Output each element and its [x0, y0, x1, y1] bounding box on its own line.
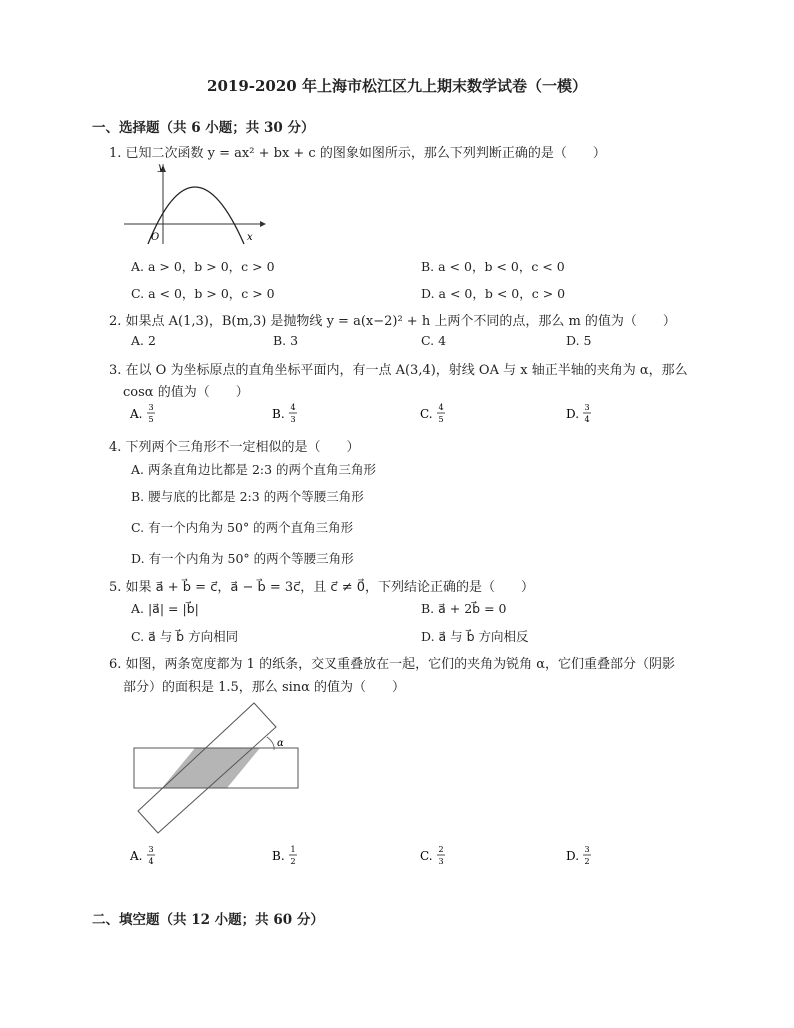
question-6-option-c[interactable]	[418, 842, 458, 870]
fraction-numerator: 2	[438, 845, 444, 854]
fraction-denominator: 3	[290, 415, 296, 424]
question-2-option-a[interactable]: A. 2	[131, 333, 156, 348]
fraction-numerator: 4	[290, 403, 296, 412]
question-4-option-c[interactable]: C. 有一个内角为 50° 的两个直角三角形	[131, 520, 354, 535]
question-3-option-c[interactable]	[418, 400, 458, 428]
x-axis-label: x	[247, 232, 253, 243]
question-2-option-c[interactable]: C. 4	[421, 333, 447, 348]
question-4-option-a[interactable]: A. 两条直角边比都是 2:3 的两个直角三角形	[131, 462, 377, 477]
question-1-option-d[interactable]: D. a < 0，b < 0，c > 0	[421, 286, 566, 301]
fraction-numerator: 1	[290, 845, 296, 854]
section-heading-fill-in: 二、填空题（共 12 小题；共 60 分）	[92, 912, 324, 928]
option-label: A.	[130, 849, 143, 863]
y-axis-label: y	[158, 162, 164, 173]
question-6-stem-line1: 6. 如图，两条宽度都为 1 的纸条，交叉重叠放在一起，它们的夹角为锐角 α，它们重叠部分（阴影	[109, 657, 675, 672]
question-6-option-b[interactable]	[270, 842, 310, 870]
question-5-option-d[interactable]: D. a⃗ 与 b⃗ 方向相反	[421, 629, 529, 644]
fraction-denominator: 2	[584, 857, 590, 866]
question-4-option-d[interactable]: D. 有一个内角为 50° 的两个等腰三角形	[131, 551, 354, 566]
angle-alpha-label: α	[277, 738, 284, 749]
question-4-stem: 4. 下列两个三角形不一定相似的是（ ）	[109, 440, 360, 455]
fraction-numerator: 3	[584, 403, 590, 412]
page-title: 2019-2020 年上海市松江区九上期末数学试卷（一模）	[207, 77, 587, 95]
question-6-option-a[interactable]	[128, 842, 168, 870]
option-label: B.	[272, 849, 285, 863]
x-axis-arrow	[260, 221, 266, 227]
parabola-curve	[148, 187, 244, 244]
question-3-option-b[interactable]	[270, 400, 310, 428]
option-label: C.	[420, 407, 433, 421]
question-6-stem-line2: 部分）的面积是 1.5，那么 sinα 的值为（ ）	[123, 680, 406, 695]
fraction-numerator: 3	[148, 845, 154, 854]
question-1-stem: 1. 已知二次函数 y = ax² + bx + c 的图象如图所示，那么下列判断正确的是（ ）	[109, 146, 606, 161]
question-5-option-a[interactable]: A. |a⃗| = |b⃗|	[131, 601, 199, 616]
question-6-paper-strips-figure	[130, 697, 305, 837]
question-5-stem: 5. 如果 a⃗ + b⃗ = c⃗，a⃗ − b⃗ = 3c⃗，且 c⃗ ≠ 0⃗，下列结论正确的是（ ）	[109, 580, 535, 595]
question-3-option-a[interactable]	[128, 400, 168, 428]
section-heading-choice: 一、选择题（共 6 小题；共 30 分）	[92, 120, 315, 136]
question-2-option-d[interactable]: D. 5	[566, 333, 592, 348]
fraction-denominator: 4	[584, 415, 590, 424]
fraction-numerator: 4	[438, 403, 444, 412]
origin-label: O	[151, 232, 160, 243]
question-3-stem-line2: cosα 的值为（ ）	[123, 385, 249, 400]
fraction-denominator: 5	[148, 415, 154, 424]
question-5-option-c[interactable]: C. a⃗ 与 b⃗ 方向相同	[131, 629, 239, 644]
question-1-option-c[interactable]: C. a < 0，b > 0，c > 0	[131, 286, 275, 301]
fraction-denominator: 4	[148, 857, 154, 866]
option-label: C.	[420, 849, 433, 863]
fraction-denominator: 3	[438, 857, 444, 866]
option-label: B.	[272, 407, 285, 421]
question-6-option-d[interactable]	[564, 842, 604, 870]
question-1-option-b[interactable]: B. a < 0，b < 0，c < 0	[421, 259, 565, 274]
question-3-stem-line1: 3. 在以 O 为坐标原点的直角坐标平面内，有一点 A(3,4)，射线 OA 与 x 轴正半轴的夹角为 α，那么	[109, 363, 688, 378]
fraction-denominator: 5	[438, 415, 444, 424]
question-5-option-b[interactable]: B. a⃗ + 2b⃗ = 0	[421, 601, 507, 616]
question-4-option-b[interactable]: B. 腰与底的比都是 2:3 的两个等腰三角形	[131, 489, 364, 504]
question-1-parabola-graph	[120, 160, 270, 250]
option-label: D.	[566, 849, 580, 863]
question-1-option-a[interactable]: A. a > 0，b > 0，c > 0	[131, 259, 275, 274]
fraction-numerator: 3	[148, 403, 154, 412]
fraction-numerator: 3	[584, 845, 590, 854]
question-2-stem: 2. 如果点 A(1,3)，B(m,3) 是抛物线 y = a(x−2)² + h 上两个不同的点，那么 m 的值为（ ）	[109, 314, 676, 329]
fraction-denominator: 2	[290, 857, 296, 866]
question-2-option-b[interactable]: B. 3	[273, 333, 299, 348]
question-3-option-d[interactable]	[564, 400, 604, 428]
option-label: D.	[566, 407, 580, 421]
option-label: A.	[130, 407, 143, 421]
